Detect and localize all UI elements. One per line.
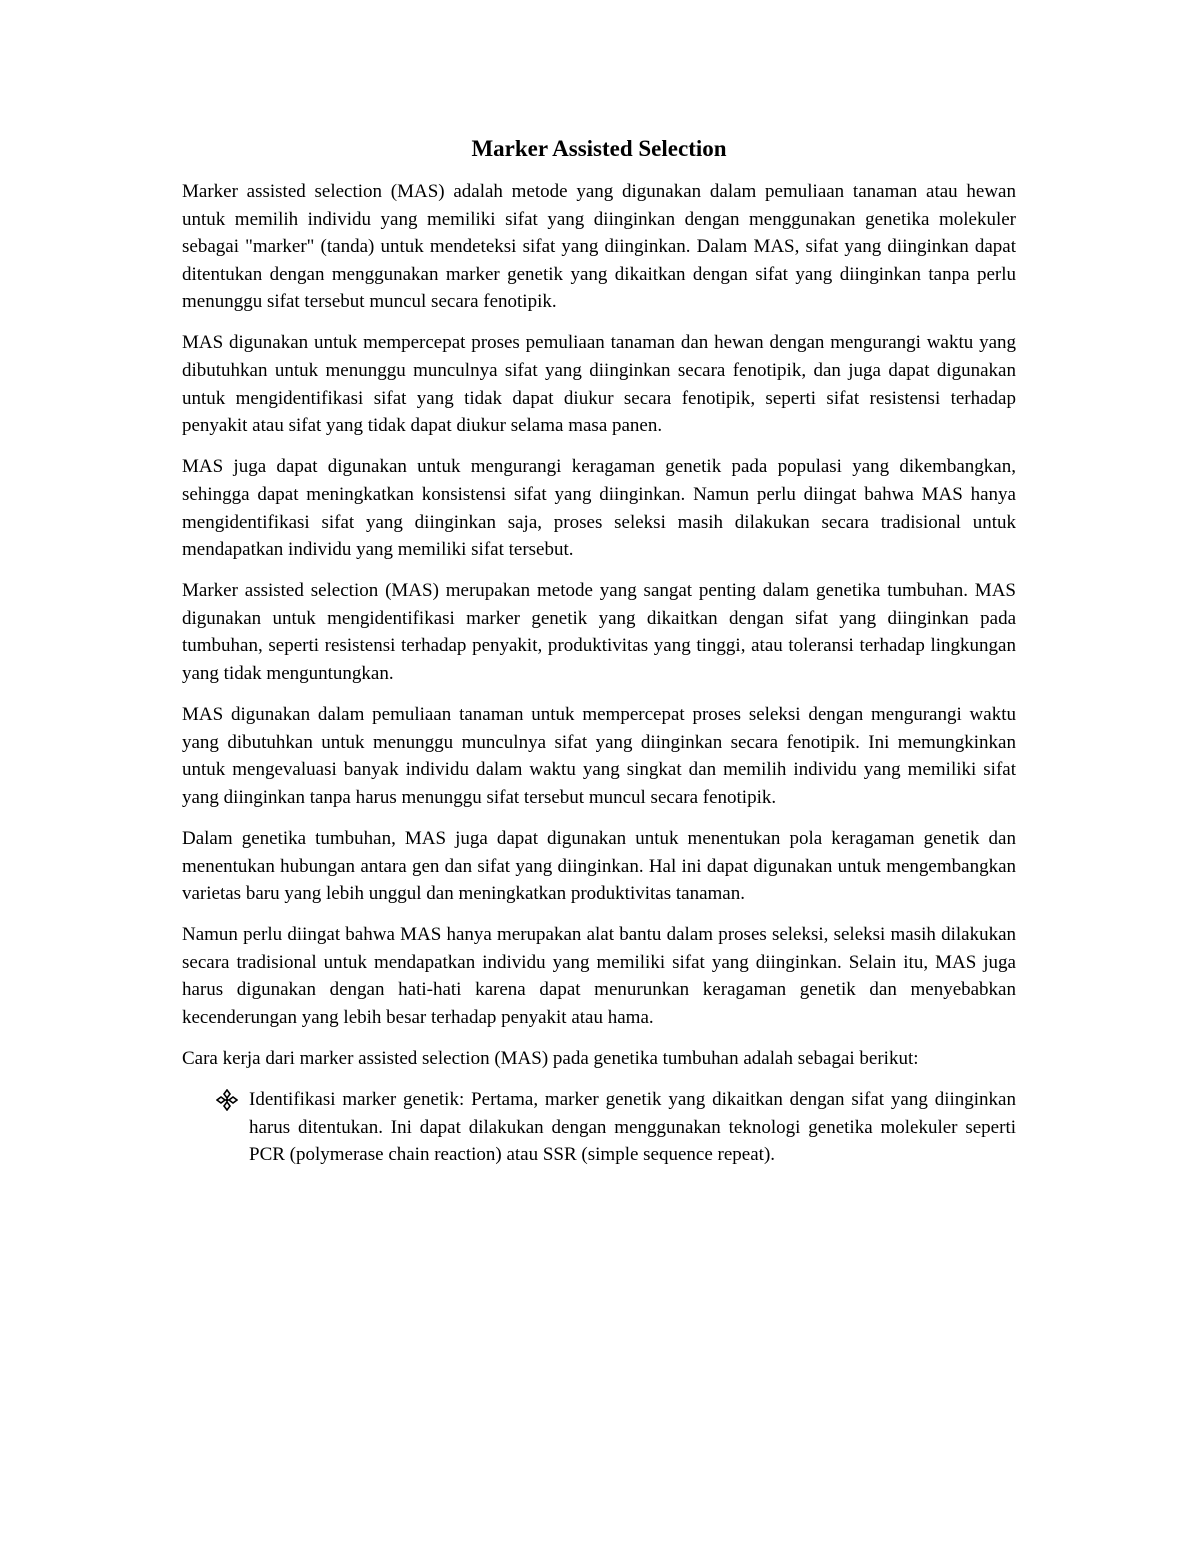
four-diamond-star-icon [216, 1089, 238, 1111]
paragraph-2: MAS digunakan untuk mempercepat proses pemuliaan tanaman dan hewan dengan mengurangi waktu yang dibutuhkan untuk menunggu munculnya sifat yang diinginkan secara fenotipik, dan juga dapat digunakan untuk mengidentifikasi sifat yang tidak dapat diukur secara fenotipik, seperti sifat resistensi terhadap penyakit atau sifat yang tidak dapat diukur selama masa panen. [182, 332, 1016, 437]
paragraph-4: Marker assisted selection (MAS) merupakan metode yang sangat penting dalam genetika tumbuhan. MAS digunakan untuk mengidentifikasi marker genetik yang dikaitkan dengan sifat yang diinginkan pada tumbuhan, seperti resistensi terhadap penyakit, produktivitas yang tinggi, atau toleransi terhadap lingkungan yang tidak menguntungkan. [182, 580, 1016, 684]
paragraph-7: Namun perlu diingat bahwa MAS hanya merupakan alat bantu dalam proses seleksi, seleksi masih dilakukan secara tradisional untuk mendapatkan individu yang memiliki sifat yang diinginkan. Selain itu, MAS juga harus digunakan dengan hati-hati karena dapat menurunkan keragaman genetik dan menyebabkan kecenderungan yang lebih besar terhadap penyakit atau hama. [182, 924, 1016, 1029]
paragraph-6: Dalam genetika tumbuhan, MAS juga dapat digunakan untuk menentukan pola keragaman genetik dan menentukan hubungan antara gen dan sifat yang diinginkan. Hal ini dapat digunakan untuk mengembangkan varietas baru yang lebih unggul dan meningkatkan produktivitas tanaman. [182, 827, 1016, 905]
document-body [182, 134, 1016, 1169]
paragraph-8: Cara kerja dari marker assisted selection (MAS) pada genetika tumbuhan adalah sebagai berikut: [182, 1048, 919, 1070]
paragraph-5: MAS digunakan dalam pemuliaan tanaman untuk mempercepat proses seleksi dengan mengurangi waktu yang dibutuhkan untuk menunggu munculnya sifat yang diinginkan secara fenotipik. Ini memungkinkan untuk mengevaluasi banyak individu dalam waktu yang singkat dan memilih individu yang memiliki sifat yang diinginkan tanpa harus menunggu sifat tersebut muncul secara fenotipik. [182, 704, 1016, 808]
paragraph-3: MAS juga dapat digunakan untuk mengurangi keragaman genetik pada populasi yang dikembangkan, sehingga dapat meningkatkan konsistensi sifat yang diinginkan. Namun perlu diingat bahwa MAS hanya mengidentifikasi sifat yang diinginkan saja, proses seleksi masih dilakukan secara tradisional untuk mendapatkan individu yang memiliki sifat tersebut. [182, 456, 1016, 561]
bullet-list [182, 1086, 1016, 1169]
document-title: Marker Assisted Selection [471, 136, 727, 161]
paragraph-1: Marker assisted selection (MAS) adalah metode yang digunakan dalam pemuliaan tanaman atau hewan untuk memilih individu yang memiliki sifat yang diinginkan dengan menggunakan genetika molekuler sebagai "marker" (tanda) untuk mendeteksi sifat yang diinginkan. Dalam MAS, sifat yang diinginkan dapat ditentukan dengan menggunakan marker genetik yang dikaitkan dengan sifat yang diinginkan tanpa perlu menunggu sifat tersebut muncul secara fenotipik. [182, 181, 1016, 313]
list-item [182, 1086, 1016, 1169]
bullet-text: Identifikasi marker genetik: Pertama, marker genetik yang dikaitkan dengan sifat yang diinginkan harus ditentukan. Ini dapat dilakukan dengan menggunakan teknologi genetika molekuler seperti PCR (polymerase chain reaction) atau SSR (simple sequence repeat). [249, 1089, 1016, 1166]
